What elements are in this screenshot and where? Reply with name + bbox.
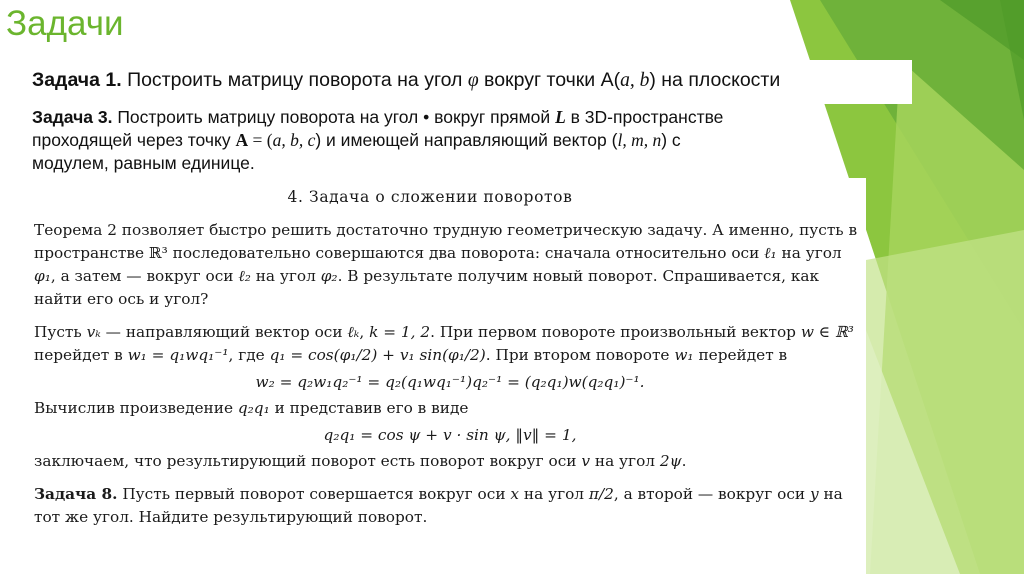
p2-text-c: , <box>359 323 370 341</box>
task-1-label: Задача 1. <box>32 69 122 91</box>
p2-math-w1: w₁ <box>674 346 694 364</box>
paragraph-product <box>34 397 866 420</box>
p5-text-c: , а второй — вокруг оси <box>613 485 810 503</box>
paragraph-vectors <box>34 321 866 367</box>
p2-math-wR3: w ∈ ℝ³ <box>800 323 854 341</box>
p1-math-l2: ℓ₂ <box>238 267 251 285</box>
p1-text-b: последовательно совершаются два поворота: сначала относительно оси <box>167 244 765 262</box>
p2-math-w1eq: w₁ = q₁wq₁⁻¹ <box>127 346 229 364</box>
task-1-text-pre: Построить матрицу поворота на угол <box>121 69 468 91</box>
p1-text-a: Теорема 2 позволяет быстро решить достаточно трудную геометрическую задачу. А именно, пусть в пространстве <box>34 221 858 262</box>
task-3-abc: a, b, c <box>272 130 316 150</box>
p2-text-d: . При первом повороте произвольный вектор <box>430 323 801 341</box>
task-3-dot: • <box>423 107 430 127</box>
p1-text-c: на угол <box>776 244 842 262</box>
task-3-text-pre: Построить матрицу поворота на угол <box>112 107 424 127</box>
p2-text-f: , где <box>228 346 270 364</box>
section-heading: 4. Задача о сложении поворотов <box>287 188 573 206</box>
p2-math-q1eq: q₁ = cos(φ₁/2) + v₁ sin(φ₁/2) <box>269 346 486 364</box>
p3-text-a: Вычислив произведение <box>34 399 238 417</box>
slide-title: Задачи <box>6 4 124 43</box>
task-3-L: L <box>555 107 566 127</box>
task-3-text-mid2: в 3D-пространстве проходящей через точку <box>32 107 724 150</box>
p4-text-b: на угол <box>590 452 660 470</box>
p4-math-v: v <box>581 452 591 470</box>
p5-text-b: на угол <box>519 485 589 503</box>
p2-text-a: Пусть <box>34 323 87 341</box>
p1-text-e: на угол <box>250 267 321 285</box>
task-1-phi: φ <box>467 70 479 91</box>
p2-text-b: — направляющий вектор оси <box>100 323 348 341</box>
paragraph-conclusion <box>34 450 866 473</box>
p1-math-l1: ℓ₁ <box>764 244 777 262</box>
task-3-text-mid3: ) и имеющей направляющий вектор ( <box>315 130 618 150</box>
task-3-text-mid1: вокруг прямой <box>429 107 556 127</box>
p3-text-b: и представив его в виде <box>269 399 469 417</box>
task-1-ab: a, b <box>620 70 650 91</box>
p1-math-phi1: φ₁ <box>34 267 51 285</box>
p4-text-c: . <box>681 452 687 470</box>
p5-text-a: Пусть первый поворот совершается вокруг оси <box>117 485 511 503</box>
p2-math-k12: k = 1, 2 <box>369 323 431 341</box>
p1-text-d: , а затем — вокруг оси <box>50 267 239 285</box>
p2-text-e: перейдет в <box>34 346 128 364</box>
p5-math-y: y <box>809 485 819 503</box>
task-1-text-post: ) на плоскости <box>649 69 781 91</box>
task-1-statement <box>22 60 912 104</box>
paragraph-task-8 <box>34 483 866 529</box>
p2-text-g: . При втором повороте <box>485 346 675 364</box>
task-3-statement <box>22 104 762 178</box>
p1-math-R3: ℝ³ <box>148 244 168 262</box>
task-3-eq: = ( <box>248 130 273 150</box>
p4-text-a: заключаем, что результирующий поворот есть поворот вокруг оси <box>34 452 582 470</box>
task-3-label: Задача 3. <box>32 107 113 127</box>
p4-math-2psi: 2ψ <box>659 452 682 470</box>
p2-text-h: перейдет в <box>693 346 788 364</box>
task-3-A: A <box>235 130 249 150</box>
p5-math-pi2: π/2 <box>588 485 614 503</box>
task-3-text-post: ) с модулем, равным единице. <box>32 130 681 173</box>
textbook-excerpt <box>22 178 866 574</box>
formula-w2: w₂ = q₂w₁q₂⁻¹ = q₂(q₁wq₁⁻¹)q₂⁻¹ = (q₂q₁)w(q₂q₁)⁻¹. <box>255 373 645 391</box>
p1-math-phi2: φ₂ <box>320 267 338 285</box>
p5-math-x: x <box>510 485 520 503</box>
paragraph-theorem <box>34 219 866 311</box>
formula-q2q1: q₂q₁ = cos ψ + v · sin ψ, ‖v‖ = 1, <box>323 426 577 444</box>
task-8-label: Задача 8. <box>34 485 118 503</box>
task-3-lmn: l, m, n <box>617 130 662 150</box>
p2-math-vk: vₖ <box>86 323 101 341</box>
p5-text-d: на тот же угол. Найдите результирующий поворот. <box>34 485 843 526</box>
task-1-text-mid: вокруг точки A( <box>478 69 621 91</box>
p3-math-q2q1: q₂q₁ <box>237 399 270 417</box>
p1-text-f: . В результате получим новый поворот. Спрашивается, как найти его ось и угол? <box>34 267 820 308</box>
p2-math-lk: ℓₖ <box>347 323 360 341</box>
